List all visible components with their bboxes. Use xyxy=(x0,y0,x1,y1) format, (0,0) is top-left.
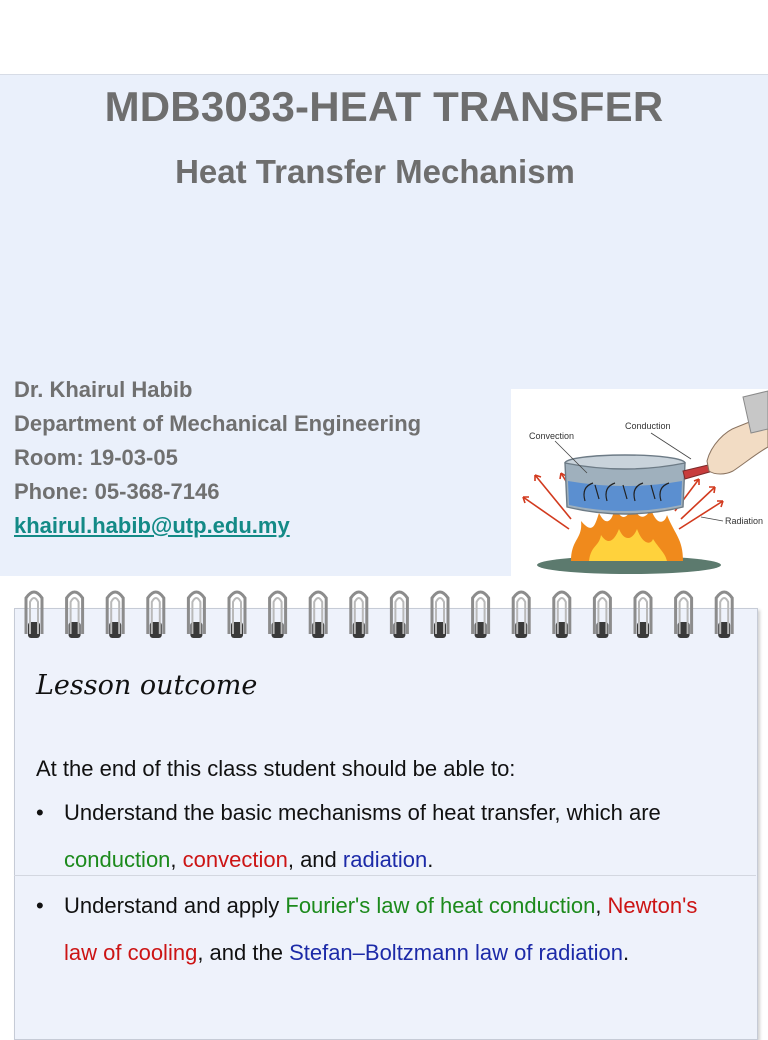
binding-ring xyxy=(513,592,529,638)
binding-ring xyxy=(26,592,42,638)
bullet-text: Understand and apply Fourier's law of heat conduction, Newton's law of cooling, and the Stefan–Boltzmann law of radiation. xyxy=(64,893,698,965)
presenter-department: Department of Mechanical Engineering xyxy=(14,411,422,436)
presenter-room: Room: 19-03-05 xyxy=(14,445,178,470)
presenter-info xyxy=(14,373,421,543)
term-convection: convection xyxy=(182,847,288,872)
term-newton-law: Newton's law of cooling xyxy=(64,893,698,965)
conduction-label: Conduction xyxy=(625,421,671,431)
convection-label: Convection xyxy=(529,431,575,441)
title-slide xyxy=(0,74,768,577)
binding-ring xyxy=(148,592,164,638)
binding-ring xyxy=(716,592,732,638)
bullet-text: Understand the basic mechanisms of heat transfer, which are conduction, convection, and radiation. xyxy=(64,800,661,872)
intro-text: At the end of this class student should be able to: xyxy=(36,756,516,781)
spiral-binding xyxy=(20,584,748,644)
binding-ring xyxy=(310,592,326,638)
binding-ring xyxy=(188,592,204,638)
term-conduction: conduction xyxy=(64,847,171,872)
binding-ring xyxy=(473,592,489,638)
binding-ring xyxy=(432,592,448,638)
binding-ring xyxy=(676,592,692,638)
binding-ring xyxy=(107,592,123,638)
course-title: MDB3033-HEAT TRANSFER xyxy=(104,83,664,130)
presenter-name: Dr. Khairul Habib xyxy=(14,377,193,402)
bullet-dot: • xyxy=(36,800,44,825)
lesson-outcome-heading: Lesson outcome xyxy=(36,670,258,701)
binding-ring xyxy=(391,592,407,638)
radiation-label: Radiation xyxy=(725,516,764,526)
term-radiation: radiation xyxy=(342,847,428,872)
bullet-item xyxy=(36,882,724,976)
binding-ring xyxy=(67,592,83,638)
binding-ring xyxy=(594,592,610,638)
heat-transfer-illustration xyxy=(511,389,768,577)
binding-ring xyxy=(270,592,286,638)
term-stefan-boltzmann-law: Stefan–Boltzmann law of radiation xyxy=(289,940,623,965)
conduction-leader xyxy=(651,433,691,459)
term-fourier-law: Fourier's law of heat conduction xyxy=(285,893,596,918)
bullet-item xyxy=(36,789,724,883)
presenter-phone: Phone: 05-368-7146 xyxy=(14,479,220,504)
bullet-dot: • xyxy=(36,893,44,918)
binding-ring xyxy=(351,592,367,638)
radiation-leader xyxy=(701,517,723,521)
binding-ring xyxy=(229,592,245,638)
lesson-outcome-slide xyxy=(0,576,768,1024)
divider xyxy=(14,875,756,876)
binding-ring xyxy=(554,592,570,638)
presenter-email-link[interactable]: khairul.habib@utp.edu.my xyxy=(14,513,290,538)
lecture-title: Heat Transfer Mechanism xyxy=(175,153,575,190)
binding-ring xyxy=(635,592,651,638)
